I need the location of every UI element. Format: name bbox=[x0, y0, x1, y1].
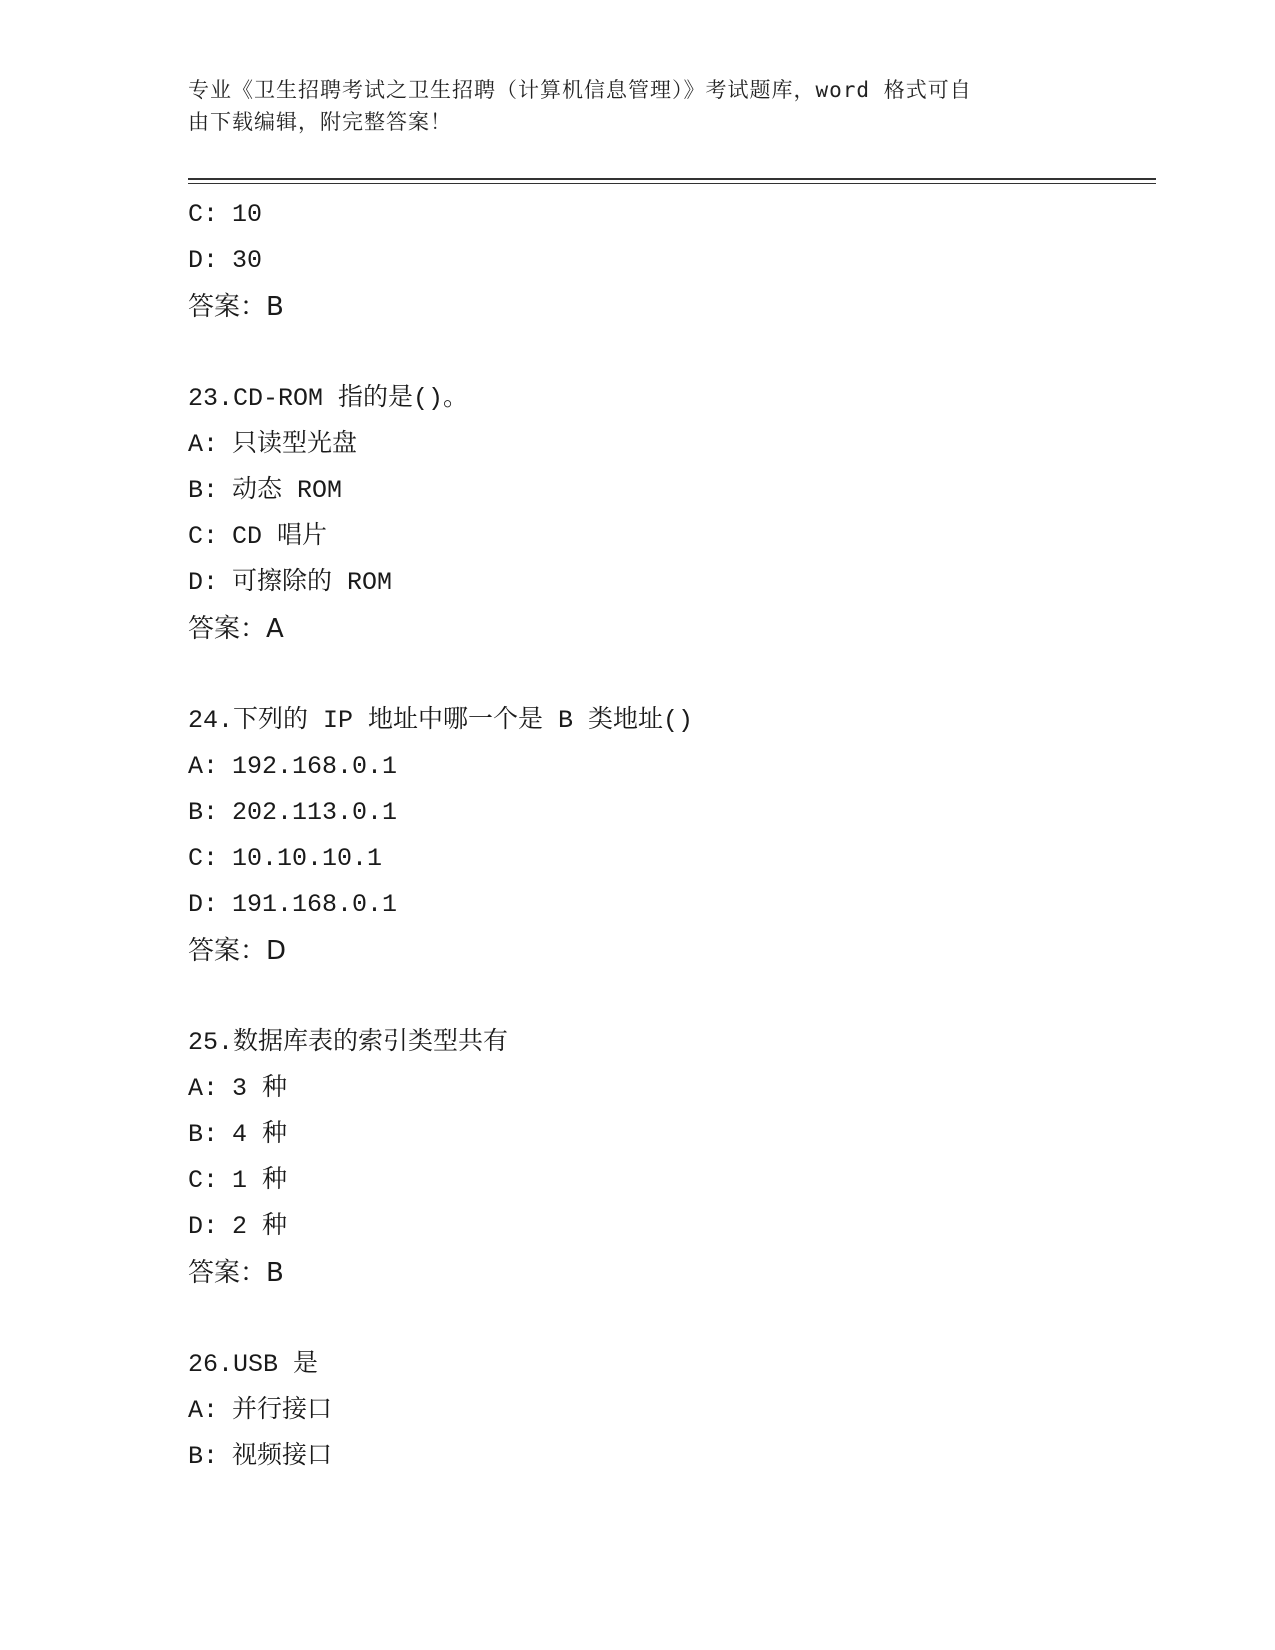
option-letter: C: bbox=[188, 200, 219, 229]
option-row bbox=[188, 1066, 1148, 1112]
header-line-2: 由下载编辑，附完整答案！ bbox=[188, 110, 452, 134]
spacer bbox=[188, 652, 1148, 698]
option-letter: A: bbox=[188, 1074, 219, 1103]
option-row bbox=[188, 1434, 1148, 1480]
option-text: 只读型光盘 bbox=[232, 430, 358, 459]
option-text: CD 唱片 bbox=[232, 522, 328, 551]
answer-line: 答案：A bbox=[188, 614, 284, 644]
question-stem: 23.CD-ROM 指的是()。 bbox=[188, 384, 469, 413]
option-letter: B: bbox=[188, 1442, 219, 1471]
option-text: 10 bbox=[232, 200, 263, 229]
option-letter: D: bbox=[188, 1212, 219, 1241]
option-row bbox=[188, 560, 1148, 606]
option-row bbox=[188, 1112, 1148, 1158]
document-header bbox=[188, 74, 1088, 138]
option-row bbox=[188, 1158, 1148, 1204]
option-letter: A: bbox=[188, 752, 219, 781]
question-list bbox=[188, 192, 1148, 1480]
option-text: 视频接口 bbox=[232, 1442, 333, 1471]
option-text: 并行接口 bbox=[232, 1396, 333, 1425]
question-stem: 26.USB 是 bbox=[188, 1350, 319, 1379]
option-text: 191.168.0.1 bbox=[232, 890, 398, 919]
option-row bbox=[188, 192, 1148, 238]
option-text: 可擦除的 ROM bbox=[232, 568, 393, 597]
spacer bbox=[188, 1296, 1148, 1342]
option-letter: B: bbox=[188, 1120, 219, 1149]
option-text: 4 种 bbox=[232, 1120, 288, 1149]
option-text: 30 bbox=[232, 246, 263, 275]
option-row bbox=[188, 1388, 1148, 1434]
option-text: 10.10.10.1 bbox=[232, 844, 383, 873]
option-text: 动态 ROM bbox=[232, 476, 343, 505]
option-letter: C: bbox=[188, 844, 219, 873]
question-stem: 24.下列的 IP 地址中哪一个是 B 类地址() bbox=[188, 706, 694, 735]
option-text: 3 种 bbox=[232, 1074, 288, 1103]
question-stem: 25.数据库表的索引类型共有 bbox=[188, 1028, 509, 1057]
option-letter: D: bbox=[188, 890, 219, 919]
header-line-1: 专业《卫生招聘考试之卫生招聘（计算机信息管理）》考试题库，word 格式可自 bbox=[188, 78, 972, 102]
option-letter: A: bbox=[188, 1396, 219, 1425]
option-row bbox=[188, 422, 1148, 468]
header-divider bbox=[188, 178, 1156, 180]
option-letter: C: bbox=[188, 1166, 219, 1195]
option-row bbox=[188, 514, 1148, 560]
option-row bbox=[188, 836, 1148, 882]
answer-line: 答案：B bbox=[188, 1258, 284, 1288]
option-row bbox=[188, 1204, 1148, 1250]
option-letter: C: bbox=[188, 522, 219, 551]
option-letter: B: bbox=[188, 476, 219, 505]
option-row bbox=[188, 238, 1148, 284]
option-text: 2 种 bbox=[232, 1212, 288, 1241]
spacer bbox=[188, 974, 1148, 1020]
option-letter: D: bbox=[188, 568, 219, 597]
option-text: 1 种 bbox=[232, 1166, 288, 1195]
option-row bbox=[188, 744, 1148, 790]
option-letter: A: bbox=[188, 430, 219, 459]
option-row bbox=[188, 468, 1148, 514]
option-row bbox=[188, 790, 1148, 836]
header-divider-thin bbox=[188, 183, 1156, 184]
option-letter: D: bbox=[188, 246, 219, 275]
answer-line: 答案：D bbox=[188, 936, 287, 966]
answer-line: 答案：B bbox=[188, 292, 284, 322]
option-letter: B: bbox=[188, 798, 219, 827]
option-row bbox=[188, 882, 1148, 928]
spacer bbox=[188, 330, 1148, 376]
option-text: 192.168.0.1 bbox=[232, 752, 398, 781]
option-text: 202.113.0.1 bbox=[232, 798, 398, 827]
